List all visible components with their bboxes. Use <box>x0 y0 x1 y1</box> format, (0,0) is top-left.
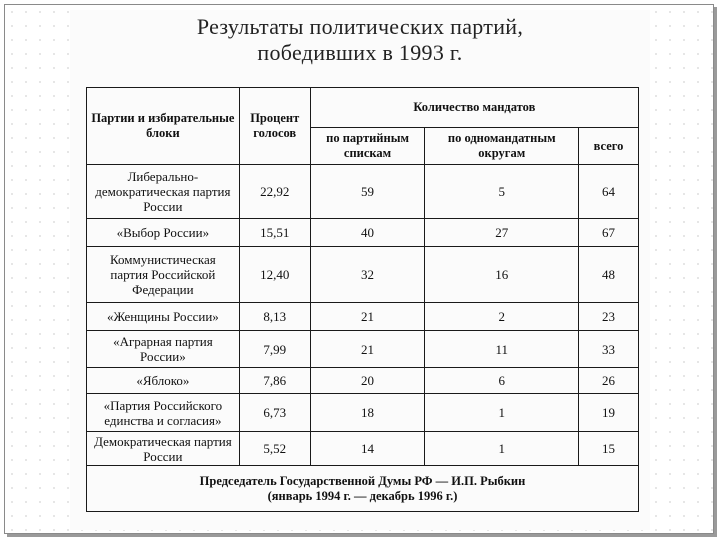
total-seats: 15 <box>579 432 639 466</box>
party-name: Демократическая партия России <box>87 432 240 466</box>
vote-percent: 12,40 <box>239 247 310 303</box>
title-line-1: Результаты политических партий, <box>196 14 524 39</box>
footer-line-1: Председатель Государственной Думы РФ — И.П. Рыбкин <box>199 473 526 488</box>
results-table <box>86 87 639 512</box>
footer-row <box>87 466 639 512</box>
district-seats: 16 <box>425 247 579 303</box>
table-row <box>87 247 639 303</box>
header-by-district: по одномандатным округам <box>425 128 579 165</box>
header-total: всего <box>579 128 639 165</box>
table-row <box>87 432 639 466</box>
party-name: «Партия Российского единства и согласия» <box>87 394 240 432</box>
list-seats: 21 <box>310 303 425 331</box>
party-name: «Яблоко» <box>87 368 240 394</box>
vote-percent: 22,92 <box>239 165 310 219</box>
table-row <box>87 219 639 247</box>
list-seats: 21 <box>310 331 425 368</box>
district-seats: 1 <box>425 394 579 432</box>
vote-percent: 8,13 <box>239 303 310 331</box>
total-seats: 26 <box>579 368 639 394</box>
footer-line-2: (январь 1994 г. — декабрь 1996 г.) <box>267 488 458 503</box>
total-seats: 64 <box>579 165 639 219</box>
total-seats: 67 <box>579 219 639 247</box>
list-seats: 18 <box>310 394 425 432</box>
header-party: Партии и избирательные блоки <box>87 88 240 165</box>
title-line-2: победивших в 1993 г. <box>257 40 463 65</box>
table-row <box>87 394 639 432</box>
vote-percent: 15,51 <box>239 219 310 247</box>
vote-percent: 7,86 <box>239 368 310 394</box>
page-title <box>0 14 720 66</box>
table-row <box>87 331 639 368</box>
party-name: Коммунистическая партия Российской Федерации <box>87 247 240 303</box>
vote-percent: 6,73 <box>239 394 310 432</box>
header-mandates: Количество мандатов <box>310 88 638 128</box>
district-seats: 11 <box>425 331 579 368</box>
list-seats: 20 <box>310 368 425 394</box>
vote-percent: 5,52 <box>239 432 310 466</box>
table-row <box>87 368 639 394</box>
footer-chairman <box>87 466 639 512</box>
total-seats: 48 <box>579 247 639 303</box>
district-seats: 27 <box>425 219 579 247</box>
vote-percent: 7,99 <box>239 331 310 368</box>
district-seats: 5 <box>425 165 579 219</box>
list-seats: 32 <box>310 247 425 303</box>
party-name: «Выбор России» <box>87 219 240 247</box>
header-percent: Процент голосов <box>239 88 310 165</box>
district-seats: 6 <box>425 368 579 394</box>
total-seats: 19 <box>579 394 639 432</box>
party-name: «Аграрная партия России» <box>87 331 240 368</box>
total-seats: 33 <box>579 331 639 368</box>
district-seats: 1 <box>425 432 579 466</box>
table-row <box>87 165 639 219</box>
total-seats: 23 <box>579 303 639 331</box>
list-seats: 40 <box>310 219 425 247</box>
district-seats: 2 <box>425 303 579 331</box>
list-seats: 59 <box>310 165 425 219</box>
header-row-1 <box>87 88 639 128</box>
header-by-list: по партийным спискам <box>310 128 425 165</box>
list-seats: 14 <box>310 432 425 466</box>
table-row <box>87 303 639 331</box>
party-name: «Женщины России» <box>87 303 240 331</box>
party-name: Либерально-демократическая партия России <box>87 165 240 219</box>
